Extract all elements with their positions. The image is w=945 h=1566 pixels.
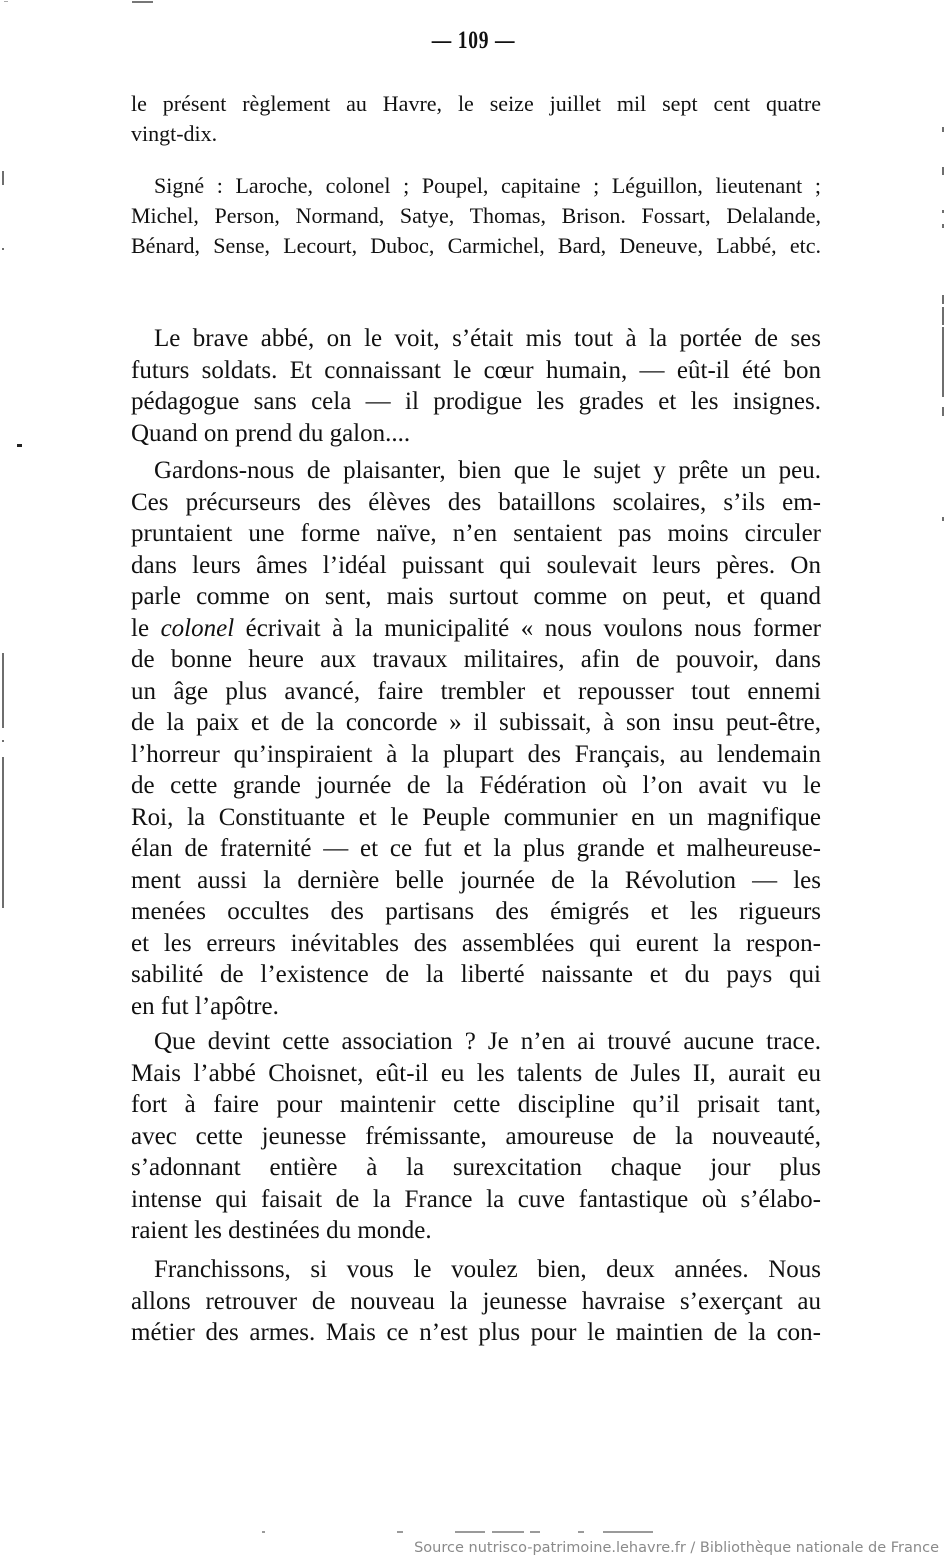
- text-line: intense qui faisait de la France la cuve fantastique où s’élabo-: [131, 1185, 821, 1213]
- right-margin-mark: [942, 127, 944, 132]
- text-line: Franchissons, si vous le voulez bien, deux années. Nous: [154, 1256, 821, 1283]
- scan-noise: [455, 1531, 485, 1533]
- text-line: métier des armes. Mais ce n’est plus pour le maintien de la con-: [131, 1319, 821, 1346]
- text-line: menées occultes des partisans des émigrés et les rigueurs: [131, 898, 821, 925]
- left-margin-mark: [2, 740, 4, 742]
- scan-noise: [530, 1531, 540, 1533]
- scan-noise: [578, 1531, 584, 1533]
- text-line: et les erreurs inévitables des assemblées qui eurent la respon-: [131, 929, 821, 957]
- right-margin-mark: [942, 327, 944, 397]
- text-line: Quand on prend du galon....: [131, 419, 411, 447]
- text-line: le présent règlement au Havre, le seize juillet mil sept cent quatre: [131, 91, 821, 116]
- text-line: Que devint cette association ? Je n’en ai trouvé aucune trace.: [154, 1028, 821, 1055]
- text-line: l’horreur qu’inspiraient à la plupart des Français, au lendemain: [131, 740, 821, 768]
- text-line: en fut l’apôtre.: [131, 992, 279, 1020]
- text-line: un âge plus avancé, faire trembler et repousser tout ennemi: [131, 677, 821, 705]
- text-line: Ces précurseurs des élèves des bataillons scolaires, s’ils em-: [131, 488, 821, 516]
- scan-noise: [492, 1531, 524, 1533]
- text-segment: écrivait à la municipalité « nous voulons nous former: [245, 614, 821, 642]
- left-margin-mark: [2, 171, 4, 185]
- scan-artifact-top: [132, 1, 153, 3]
- text-line: futurs soldats. Et connaissant le cœur humain, — eût-il été bon: [131, 356, 821, 384]
- text-line: raient les destinées du monde.: [131, 1217, 432, 1244]
- text-line: allons retrouver de nouveau la jeunesse havraise s’exerçant au: [131, 1287, 821, 1315]
- left-margin-mark: [2, 653, 4, 728]
- margin-dot: [17, 444, 22, 447]
- text-line: élan de fraternité — et ce fut et la plus grande et malheureuse-: [131, 835, 821, 862]
- left-margin-mark: [2, 757, 4, 908]
- text-line: sabilité de l’existence de la liberté naissante et du pays qui: [131, 961, 821, 988]
- text-line: pédagogue sans cela — il prodigue les grades et les insignes.: [131, 388, 821, 415]
- text-line: Gardons-nous de plaisanter, bien que le sujet y prête un peu.: [154, 457, 821, 484]
- text-line: Le brave abbé, on le voit, s’était mis tout à la portée de ses: [154, 325, 821, 352]
- text-line: Signé : Laroche, colonel ; Poupel, capitaine ; Léguillon, lieutenant ;: [154, 173, 821, 198]
- text-line: de la paix et de la concorde » il subissait, à son insu peut-être,: [131, 709, 821, 736]
- text-line: Roi, la Constituante et le Peuple communier en un magnifique: [131, 803, 821, 831]
- right-margin-mark: [942, 295, 944, 304]
- right-margin-mark: [942, 167, 944, 175]
- right-margin-mark: [942, 407, 944, 416]
- page-number: — 109 —: [431, 27, 516, 54]
- text-line: s’adonnant entière à la surexcitation chaque jour plus: [131, 1154, 821, 1181]
- text-line: parle comme on sent, mais surtout comme on peut, et quand: [131, 583, 821, 610]
- right-margin-mark: [942, 210, 944, 213]
- text-line: [131, 613, 821, 644]
- text-line: vingt-dix.: [131, 121, 218, 146]
- left-margin-mark: [2, 248, 4, 250]
- scan-noise: [262, 1531, 265, 1533]
- scan-artifact-top-left: [4, 1, 8, 2]
- text-line: Bénard, Sense, Lecourt, Duboc, Carmichel, Bard, Deneuve, Labbé, etc.: [131, 233, 821, 258]
- text-line: ment aussi la dernière belle journée de la Révolution — les: [131, 866, 821, 894]
- text-segment: le: [131, 614, 150, 642]
- text-line: dans leurs âmes l’idéal puissant qui soulevait leurs pères. On: [131, 551, 821, 579]
- text-line: pruntaient une forme naïve, n’en sentaient pas moins circuler: [131, 520, 821, 547]
- text-line: de bonne heure aux travaux militaires, afin de pouvoir, dans: [131, 646, 821, 673]
- text-line: Mais l’abbé Choisnet, eût-il eu les talents de Jules II, aurait eu: [131, 1059, 821, 1087]
- source-credit: Source nutrisco-patrimoine.lehavre.fr / Bibliothèque nationale de France: [414, 1540, 939, 1556]
- text-line: avec cette jeunesse frémissante, amoureuse de la nouveauté,: [131, 1122, 821, 1150]
- right-margin-mark: [942, 307, 944, 325]
- italic-word: colonel: [149, 614, 246, 642]
- right-margin-mark: [942, 224, 944, 228]
- scan-noise: [397, 1531, 403, 1533]
- text-line: Michel, Person, Normand, Satye, Thomas, Brison. Fossart, Delalande,: [131, 203, 821, 228]
- text-line: fort à faire pour maintenir cette discipline qu’il prisait tant,: [131, 1091, 821, 1118]
- text-line: de cette grande journée de la Fédération où l’on avait vu le: [131, 772, 821, 799]
- right-margin-mark: [942, 517, 944, 521]
- scan-noise: [603, 1531, 653, 1533]
